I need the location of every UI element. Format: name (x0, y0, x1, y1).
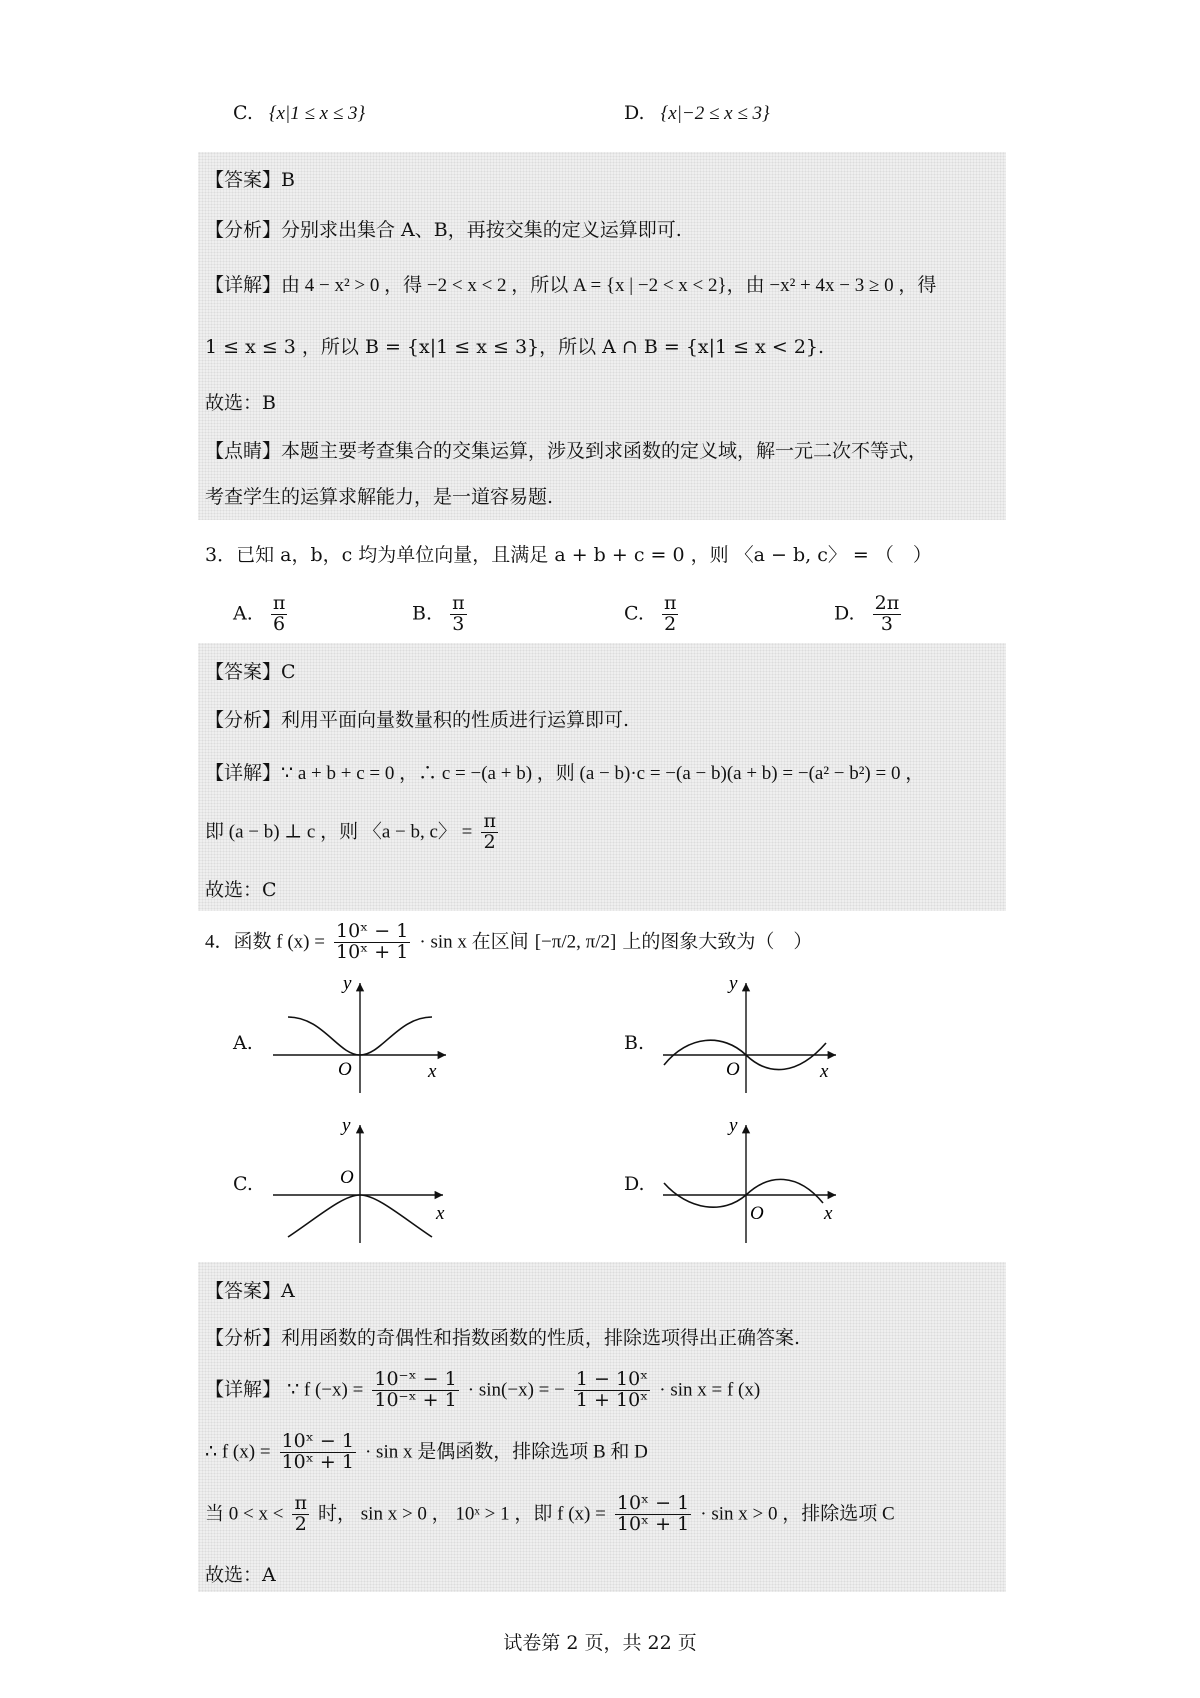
option-d-prev (624, 102, 770, 125)
option-label: B. (412, 602, 433, 625)
option-text: {x|−2 ≤ x ≤ 3} (660, 103, 770, 124)
detail-text: 由 4 − x² > 0 ，得 −2 < x < 2 ，所以 A = {x | −2 < x < 2}，由 −x² + 4x − 3 ≥ 0 ，得 (281, 275, 937, 296)
comment-text: 本题主要考查集合的交集运算，涉及到求函数的定义域，解一元二次不等式， (281, 440, 928, 462)
x-axis-label: x (436, 1203, 445, 1224)
graph-a (268, 975, 458, 1095)
x-axis-label: x (824, 1203, 833, 1224)
detail-text: 即 (a − b) ⊥ c ，则 〈a − b, c〉 = (205, 821, 473, 843)
q2-answer: 【答案】B (205, 169, 295, 191)
option-fraction: $\frac{\pi}{2}$ (663, 592, 677, 635)
q2-choice: 故选：B (205, 392, 276, 414)
q3-stem: 3．已知 a，b，c 均为单位向量，且满足 a + b + c = 0 ，则 〈a − b, c〉 = （ ） (205, 544, 932, 566)
graph-b-label: B. (624, 1032, 645, 1054)
fraction: $\frac{\text{10⁻ˣ − 1}}{\text{10⁻ˣ + 1}}$ (374, 1368, 457, 1411)
y-axis-label: y (342, 1115, 351, 1136)
q4-stem: 4．函数 f (x) = $\frac{\text{10ˣ − 1}}{\text{10ˣ + 1}}$ · sin x 在区间 [−π/2, π/2] 上的图象大致为（ ） (205, 920, 813, 963)
analysis-text: 利用函数的奇偶性和指数函数的性质，排除选项得出正确答案. (281, 1327, 801, 1349)
fraction: $\frac{\text{10ˣ − 1}}{\text{10ˣ + 1}}$ (336, 920, 409, 963)
option-fraction: $\frac{\pi}{3}$ (452, 592, 465, 635)
y-axis-label: y (729, 1115, 738, 1136)
detail-text: ∵ a + b + c = 0 ，∴ c = −(a + b) ，则 (a − b)·c = −(a − b)(a + b) = −(a² − b²) = 0 ， (281, 763, 925, 784)
comment-tag: 【点睛】 (205, 440, 282, 462)
x-axis-label: x (820, 1061, 829, 1082)
q2-analysis (205, 215, 682, 242)
q4-detail-line-3: 当 0 < x < $\frac{\pi}{2}$ 时， sin x > 0 ， 10ˣ > 1 ，即 f (x) = $\frac{\text{10ˣ − 1}}{\text{10ˣ + 1}}$ · sin x > 0 ，排除选项 C (205, 1492, 895, 1535)
q3-option-a (233, 594, 290, 635)
fraction: $\frac{\text{1 − 10ˣ}}{\text{1 + 10ˣ}}$ (575, 1368, 649, 1411)
q3-option-b (412, 594, 470, 635)
fraction: $\frac{\text{10ˣ − 1}}{\text{10ˣ + 1}}$ (616, 1492, 690, 1535)
option-label: D. (624, 102, 645, 124)
q2-comment-line-1 (205, 436, 927, 463)
option-label: C. (624, 602, 644, 625)
option-label: A. (233, 602, 253, 625)
q3-detail-line-2 (205, 812, 501, 853)
detail-tag: 【详解】 (205, 1378, 282, 1401)
option-c-prev (233, 102, 365, 125)
analysis-tag: 【分析】 (205, 709, 282, 731)
q2-detail-line-2: 1 ≤ x ≤ 3 ，所以 B = {x|1 ≤ x ≤ 3}，所以 A ∩ B = {x|1 ≤ x < 2}. (205, 336, 825, 358)
graph-c (268, 1115, 458, 1245)
analysis-text: 利用平面向量数量积的性质进行运算即可. (281, 709, 630, 731)
q3-option-c (624, 594, 681, 635)
x-axis-label: x (428, 1061, 437, 1082)
q4-detail-line-1: 【详解】 ∵ f (−x) = $\frac{\text{10⁻ˣ − 1}}{\text{10⁻ˣ + 1}}$ · sin(−x) = − $\frac{\text{1 − 10ˣ}}{\text{1 + 10ˣ}}$ · sin x = f (x) (205, 1368, 761, 1411)
graph-b (658, 975, 848, 1095)
option-fraction: $\frac{\pi}{6}$ (272, 592, 286, 635)
q4-analysis (205, 1323, 800, 1350)
analysis-text: 分别求出集合 A、B，再按交集的定义运算即可. (281, 219, 682, 241)
q3-analysis (205, 705, 629, 732)
curve (664, 1179, 823, 1207)
origin-label: O (340, 1167, 354, 1188)
graph-a-label: A. (233, 1032, 253, 1054)
q4-answer: 【答案】A (205, 1280, 295, 1302)
option-label: D. (834, 602, 855, 625)
graph-d-label: D. (624, 1173, 645, 1195)
q3-detail-line-1 (205, 758, 924, 785)
option-fraction: $\frac{2\pi}{3}$ (874, 592, 900, 635)
option-label: C. (233, 102, 253, 124)
y-axis-label: y (343, 975, 352, 994)
analysis-tag: 【分析】 (205, 1327, 282, 1349)
page-footer: 试卷第 2 页，共 22 页 (503, 1632, 697, 1654)
fraction: $\frac{\pi}{2}$ (483, 810, 496, 853)
analysis-tag: 【分析】 (205, 219, 282, 241)
y-axis-label: y (729, 975, 738, 994)
graph-d (658, 1115, 848, 1245)
q3-option-d (834, 594, 904, 635)
fraction: $\frac{\pi}{2}$ (294, 1492, 307, 1535)
q4-choice: 故选：A (205, 1564, 276, 1586)
origin-label: O (338, 1059, 352, 1080)
q2-comment-line-2: 考查学生的运算求解能力，是一道容易题. (205, 486, 554, 508)
graph-c-label: C. (233, 1173, 253, 1195)
q4-detail-line-2: ∴ f (x) = $\frac{\text{10ˣ − 1}}{\text{10ˣ + 1}}$ · sin x 是偶函数，排除选项 B 和 D (205, 1430, 648, 1473)
option-text: {x|1 ≤ x ≤ 3} (268, 103, 366, 124)
origin-label: O (726, 1059, 740, 1080)
detail-tag: 【详解】 (205, 274, 282, 296)
detail-tag: 【详解】 (205, 762, 282, 784)
q4-solution-block (198, 1262, 1006, 1592)
q2-detail-line-1 (205, 270, 936, 297)
fraction: $\frac{\text{10ˣ − 1}}{\text{10ˣ + 1}}$ (281, 1430, 354, 1473)
q3-answer: 【答案】C (205, 661, 296, 683)
origin-label: O (750, 1203, 764, 1224)
q3-choice: 故选：C (205, 879, 277, 901)
